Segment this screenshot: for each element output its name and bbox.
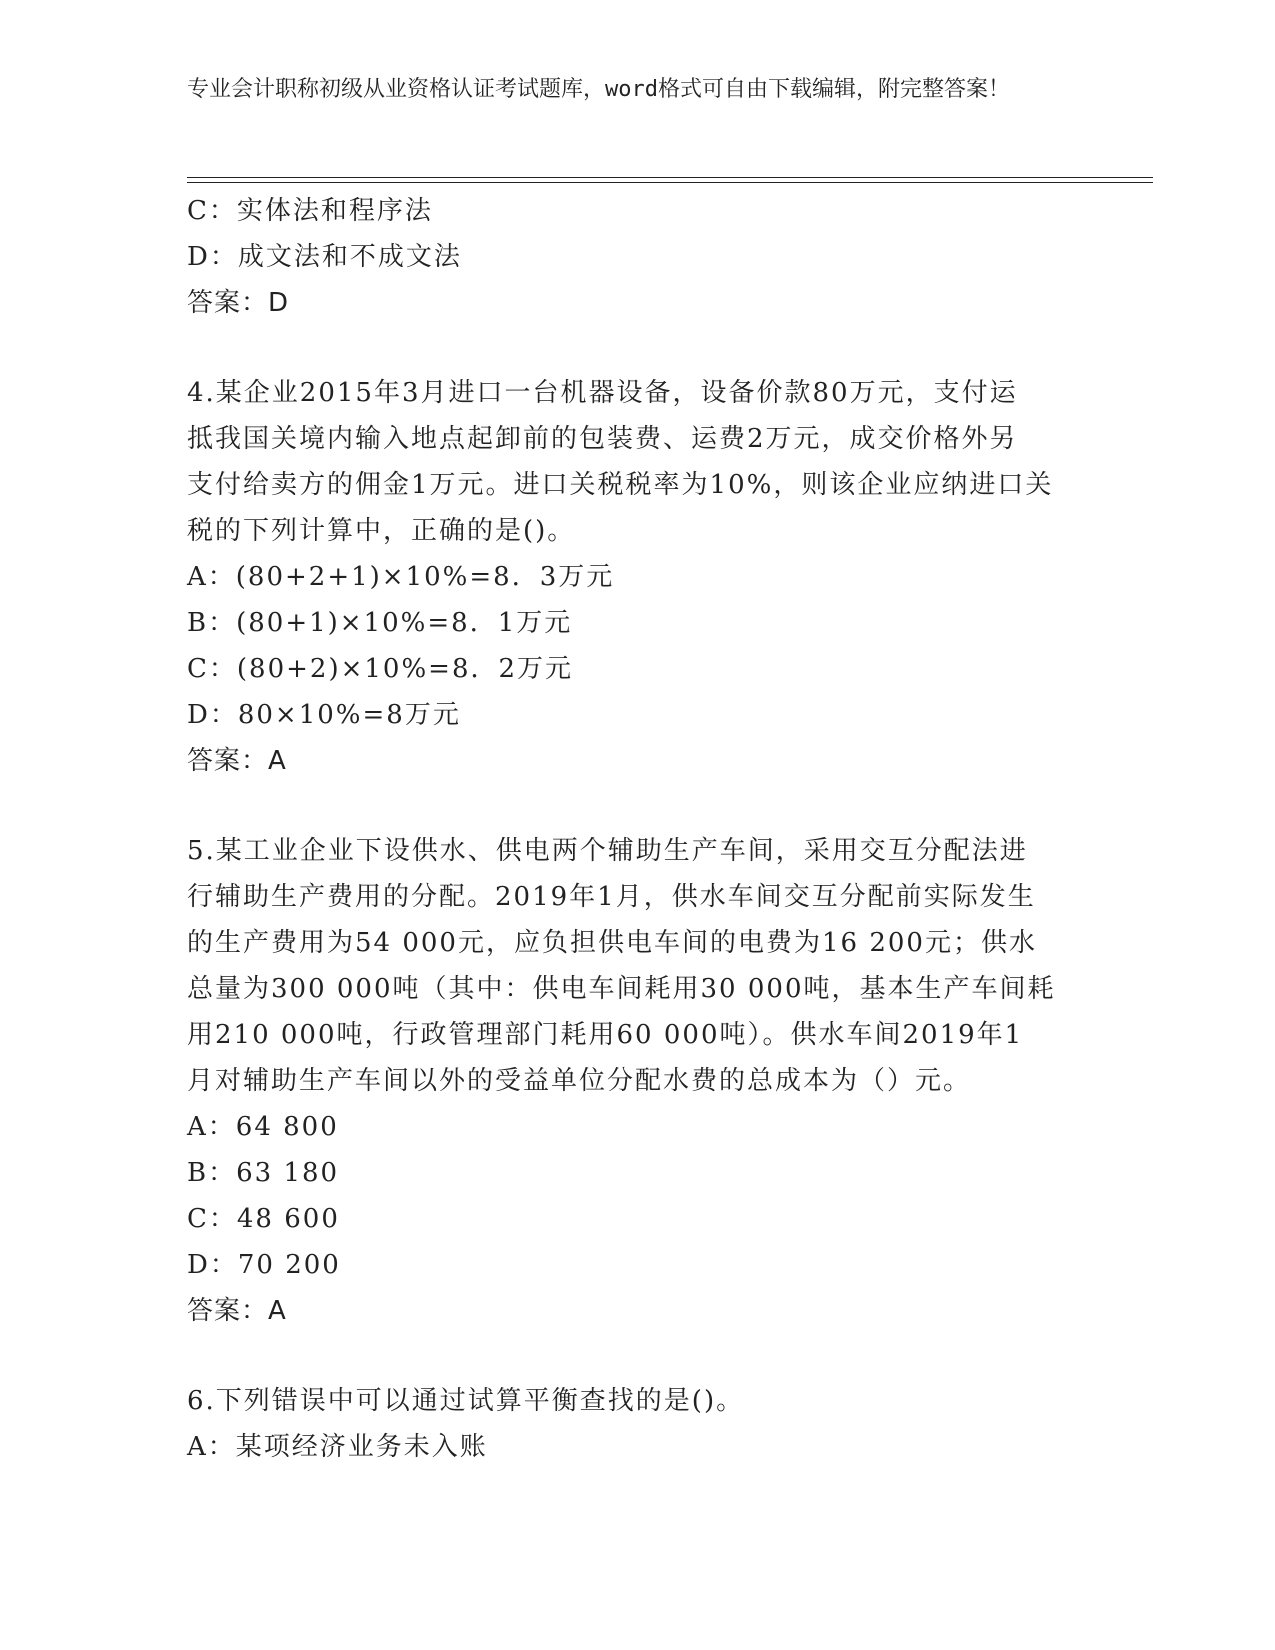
question-stem-line: 税的下列计算中，正确的是()。: [187, 516, 576, 546]
option-d: D：70 200: [187, 1250, 341, 1280]
answer-label: 答案：D: [187, 288, 290, 318]
question-stem-line: 用210 000吨，行政管理部门耗用60 000吨）。供水车间2019年1: [187, 1020, 1024, 1050]
option-b: B：(80+1)×10%=8．1万元: [187, 608, 573, 638]
question-6: [187, 1378, 1087, 1470]
spacer: [187, 1334, 1087, 1378]
spacer: [187, 326, 1087, 370]
question-stem-line: 的生产费用为54 000元，应负担供电车间的电费为16 200元；供水: [187, 928, 1037, 958]
option-d: D：80×10%=8万元: [187, 700, 461, 730]
option-a: A：(80+2+1)×10%=8．3万元: [187, 562, 615, 592]
header-rule-top: [187, 177, 1153, 178]
option-a: A：某项经济业务未入账: [187, 1432, 488, 1462]
question-3-tail: [187, 188, 1087, 326]
answer-label: 答案：A: [187, 746, 287, 776]
question-stem-line: 总量为300 000吨（其中：供电车间耗用30 000吨，基本生产车间耗: [187, 974, 1056, 1004]
option-c: C：48 600: [187, 1204, 340, 1234]
answer-label: 答案：A: [187, 1296, 287, 1326]
question-stem-line: 行辅助生产费用的分配。2019年1月，供水车间交互分配前实际发生: [187, 882, 1036, 912]
question-stem-line: 6.下列错误中可以通过试算平衡查找的是()。: [187, 1386, 745, 1416]
option-c: C：实体法和程序法: [187, 196, 433, 226]
question-5: [187, 828, 1087, 1334]
question-stem-line: 5.某工业企业下设供水、供电两个辅助生产车间，采用交互分配法进: [187, 836, 1028, 866]
spacer: [187, 784, 1087, 828]
option-d: D：成文法和不成文法: [187, 242, 462, 272]
question-4: [187, 370, 1087, 784]
question-stem-line: 支付给卖方的佣金1万元。进口关税税率为10%，则该企业应纳进口关: [187, 470, 1054, 500]
header-rule-bottom: [187, 182, 1153, 183]
question-stem-line: 抵我国关境内输入地点起卸前的包装费、运费2万元，成交价格外另: [187, 424, 1018, 454]
option-c: C：(80+2)×10%=8．2万元: [187, 654, 574, 684]
question-content: [187, 188, 1087, 1470]
question-stem-line: 4.某企业2015年3月进口一台机器设备，设备价款80万元，支付运: [187, 378, 1018, 408]
option-b: B：63 180: [187, 1158, 340, 1188]
document-header: 专业会计职称初级从业资格认证考试题库，word格式可自由下载编辑，附完整答案！: [187, 77, 1010, 102]
option-a: A：64 800: [187, 1112, 339, 1142]
question-stem-line: 月对辅助生产车间以外的受益单位分配水费的总成本为（）元。: [187, 1066, 972, 1096]
